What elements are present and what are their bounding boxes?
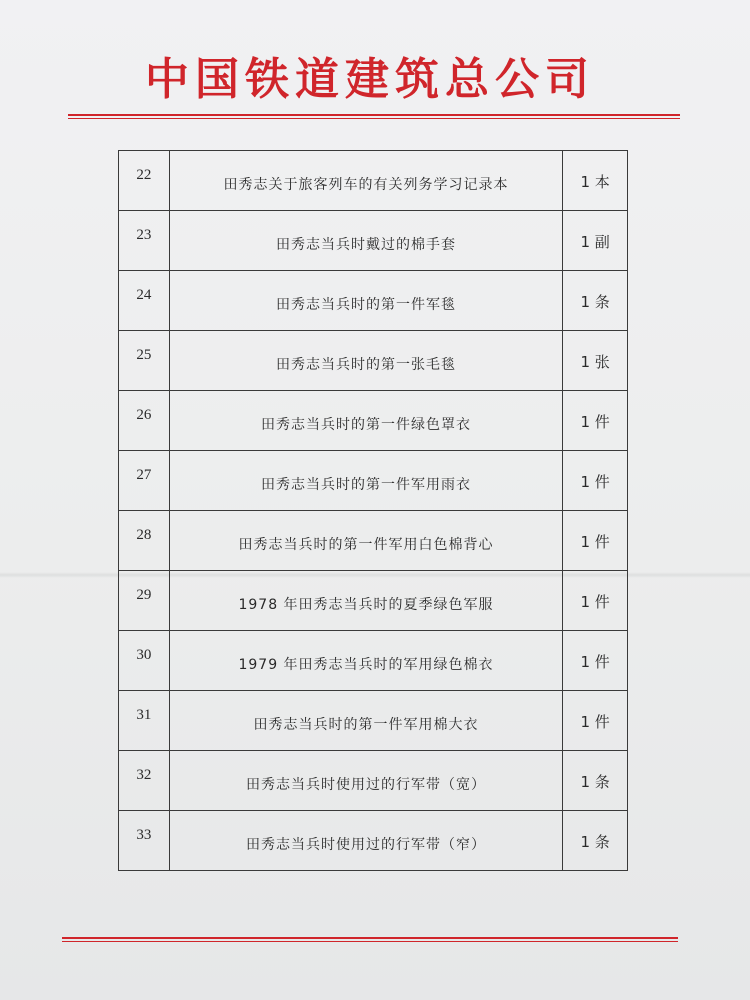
item-description: 田秀志当兵时的第一件军用雨衣	[261, 476, 472, 493]
table-row	[119, 211, 628, 271]
item-quantity-cell	[563, 691, 628, 751]
table-row	[119, 631, 628, 691]
item-quantity-cell	[563, 751, 628, 811]
item-description: 田秀志当兵时的第一件军用白色棉背心	[238, 536, 494, 553]
item-description: 田秀志当兵时使用过的行军带（宽）	[246, 776, 487, 793]
item-number-cell	[119, 811, 170, 871]
item-quantity: 1 本	[580, 173, 610, 191]
item-description: 田秀志当兵时的第一件军用棉大衣	[253, 716, 479, 733]
item-quantity-cell	[563, 631, 628, 691]
table-row	[119, 151, 628, 211]
item-description-cell	[169, 451, 562, 511]
item-number: 31	[136, 707, 152, 723]
item-number: 24	[136, 287, 152, 303]
item-number-cell	[119, 211, 170, 271]
item-number-cell	[119, 691, 170, 751]
items-table	[118, 150, 628, 871]
item-quantity-cell	[563, 811, 628, 871]
item-description: 田秀志当兵时使用过的行军带（窄）	[246, 836, 487, 853]
item-number-cell	[119, 571, 170, 631]
item-quantity-cell	[563, 571, 628, 631]
item-number: 23	[136, 227, 152, 243]
table-row	[119, 691, 628, 751]
item-quantity-cell	[563, 511, 628, 571]
item-quantity: 1 件	[580, 533, 610, 551]
table-row	[119, 751, 628, 811]
item-quantity: 1 条	[580, 773, 610, 791]
item-description-cell	[169, 331, 562, 391]
item-number-cell	[119, 631, 170, 691]
items-table-body	[119, 151, 628, 871]
item-description-cell	[169, 691, 562, 751]
item-description-cell	[169, 511, 562, 571]
item-quantity: 1 件	[580, 593, 610, 611]
letterhead-rule-top	[68, 114, 680, 116]
item-number: 28	[136, 527, 152, 543]
item-number: 27	[136, 467, 152, 483]
item-quantity: 1 件	[580, 473, 610, 491]
item-number: 26	[136, 407, 152, 423]
item-quantity: 1 条	[580, 293, 610, 311]
item-number: 22	[136, 167, 152, 183]
footer-rule	[62, 937, 678, 939]
item-number-cell	[119, 751, 170, 811]
item-description-cell	[169, 631, 562, 691]
item-description: 田秀志当兵时戴过的棉手套	[276, 236, 457, 253]
item-description-cell	[169, 811, 562, 871]
item-number-cell	[119, 451, 170, 511]
item-quantity: 1 副	[580, 233, 610, 251]
item-quantity: 1 张	[580, 353, 610, 371]
item-description-cell	[169, 571, 562, 631]
item-quantity-cell	[563, 331, 628, 391]
letterhead-rule-top-thin	[68, 118, 680, 119]
item-number-cell	[119, 391, 170, 451]
table-row	[119, 511, 628, 571]
item-description-cell	[169, 151, 562, 211]
table-row	[119, 391, 628, 451]
item-quantity: 1 条	[580, 833, 610, 851]
item-quantity-cell	[563, 271, 628, 331]
footer-rule-thin	[62, 941, 678, 942]
item-quantity-cell	[563, 211, 628, 271]
letterhead-title: 中国铁道建筑总公司	[145, 54, 595, 105]
table-row	[119, 271, 628, 331]
item-description: 田秀志当兵时的第一件军毯	[276, 296, 457, 313]
item-description: 1978 年田秀志当兵时的夏季绿色军服	[238, 596, 494, 613]
table-row	[119, 571, 628, 631]
item-quantity-cell	[563, 151, 628, 211]
table-row	[119, 331, 628, 391]
item-description: 田秀志当兵时的第一件绿色罩衣	[261, 416, 472, 433]
table-row	[119, 451, 628, 511]
item-description-cell	[169, 211, 562, 271]
item-description-cell	[169, 751, 562, 811]
item-quantity: 1 件	[580, 653, 610, 671]
item-quantity: 1 件	[580, 713, 610, 731]
item-description-cell	[169, 391, 562, 451]
table-row	[119, 811, 628, 871]
item-number-cell	[119, 511, 170, 571]
item-number: 29	[136, 587, 152, 603]
item-number: 33	[136, 827, 152, 843]
item-number-cell	[119, 271, 170, 331]
item-description: 田秀志关于旅客列车的有关列务学习记录本	[223, 176, 509, 193]
item-description-cell	[169, 271, 562, 331]
item-number-cell	[119, 151, 170, 211]
item-number: 30	[136, 647, 152, 663]
item-description: 田秀志当兵时的第一张毛毯	[276, 356, 457, 373]
item-quantity: 1 件	[580, 413, 610, 431]
item-quantity-cell	[563, 451, 628, 511]
item-number: 32	[136, 767, 152, 783]
item-number-cell	[119, 331, 170, 391]
item-number: 25	[136, 347, 152, 363]
item-description: 1979 年田秀志当兵时的军用绿色棉衣	[238, 656, 494, 673]
item-quantity-cell	[563, 391, 628, 451]
